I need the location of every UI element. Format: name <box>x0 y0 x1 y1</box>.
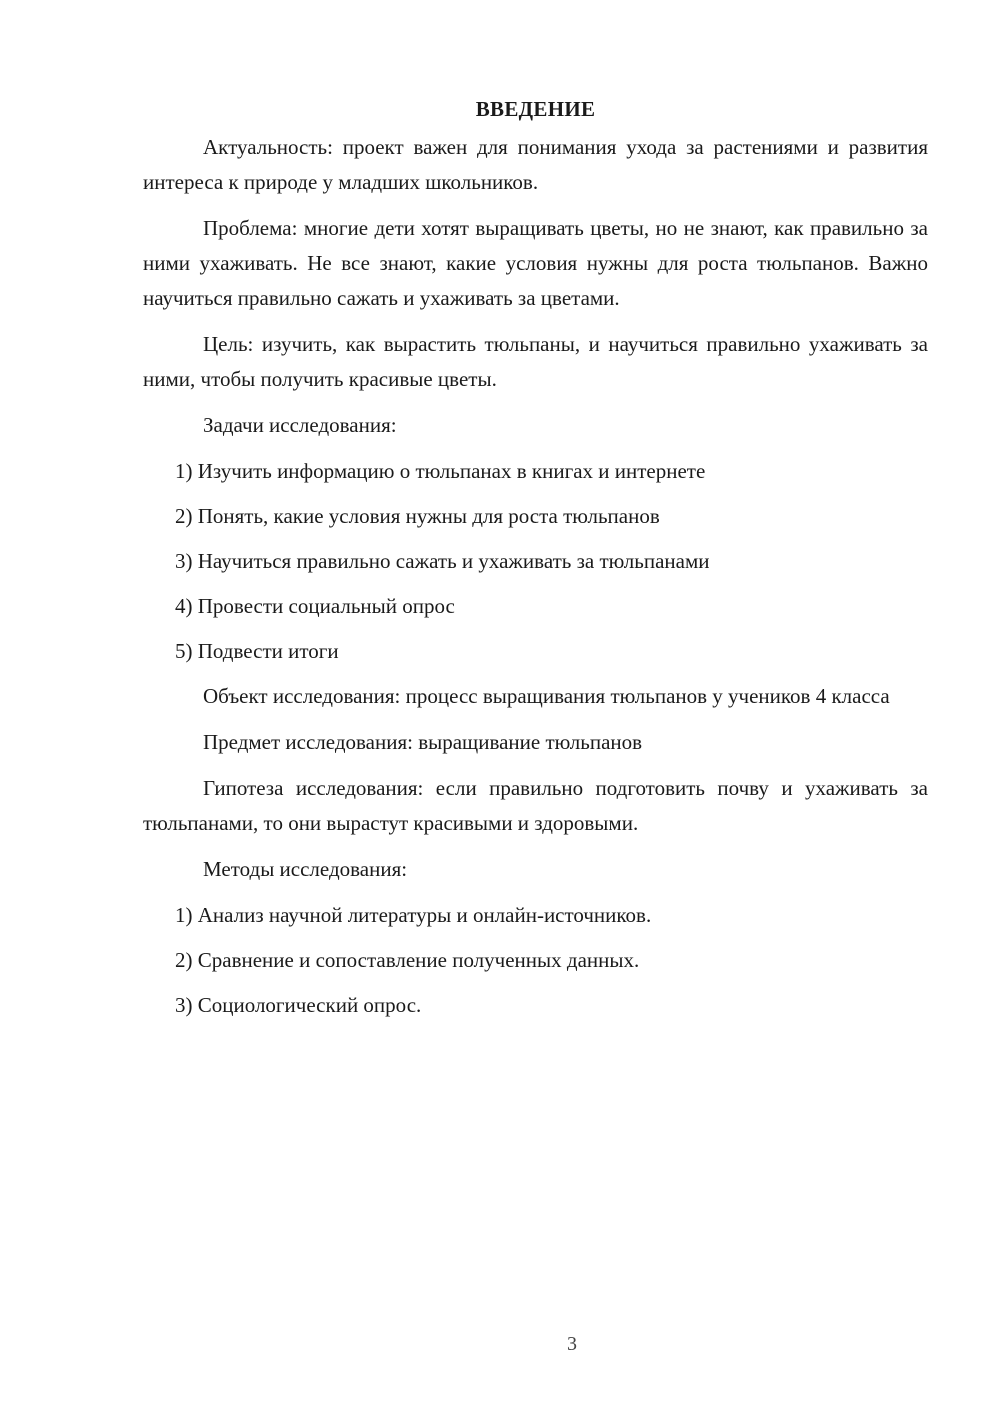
section-heading: ВВЕДЕНИЕ <box>475 97 596 121</box>
relevance-paragraph: Актуальность: проект важен для понимания ухода за растениями и развития интереса к природе у младших школьников. <box>143 135 928 194</box>
list-item: 1) Изучить информацию о тюльпанах в книгах и интернете <box>175 459 706 483</box>
list-item: 1) Анализ научной литературы и онлайн-источников. <box>175 903 652 927</box>
subject-paragraph: Предмет исследования: выращивание тюльпанов <box>203 730 643 754</box>
page-content <box>143 92 928 1033</box>
list-item: 3) Научиться правильно сажать и ухаживать за тюльпанами <box>175 549 710 573</box>
tasks-title: Задачи исследования: <box>203 413 397 437</box>
hypothesis-paragraph: Гипотеза исследования: если правильно подготовить почву и ухаживать за тюльпанами, то они вырастут красивыми и здоровыми. <box>143 776 928 835</box>
list-item: 3) Социологический опрос. <box>175 993 422 1017</box>
list-item: 2) Сравнение и сопоставление полученных данных. <box>175 948 640 972</box>
tasks-list <box>143 454 928 669</box>
object-paragraph: Объект исследования: процесс выращивания тюльпанов у учеников 4 класса <box>203 684 890 708</box>
list-item: 4) Провести социальный опрос <box>175 594 455 618</box>
list-item: 5) Подвести итоги <box>175 639 339 663</box>
methods-title: Методы исследования: <box>203 857 408 881</box>
list-item: 2) Понять, какие условия нужны для роста тюльпанов <box>175 504 660 528</box>
goal-paragraph: Цель: изучить, как вырастить тюльпаны, и научиться правильно ухаживать за ними, чтобы получить красивые цветы. <box>143 332 928 391</box>
page-number: 3 <box>567 1333 577 1355</box>
problem-paragraph: Проблема: многие дети хотят выращивать цветы, но не знают, как правильно за ними ухаживать. Не все знают, какие условия нужны для роста тюльпанов. Важно научиться правильно сажать и ухаживать за цветами. <box>143 216 928 310</box>
methods-list <box>143 898 928 1023</box>
